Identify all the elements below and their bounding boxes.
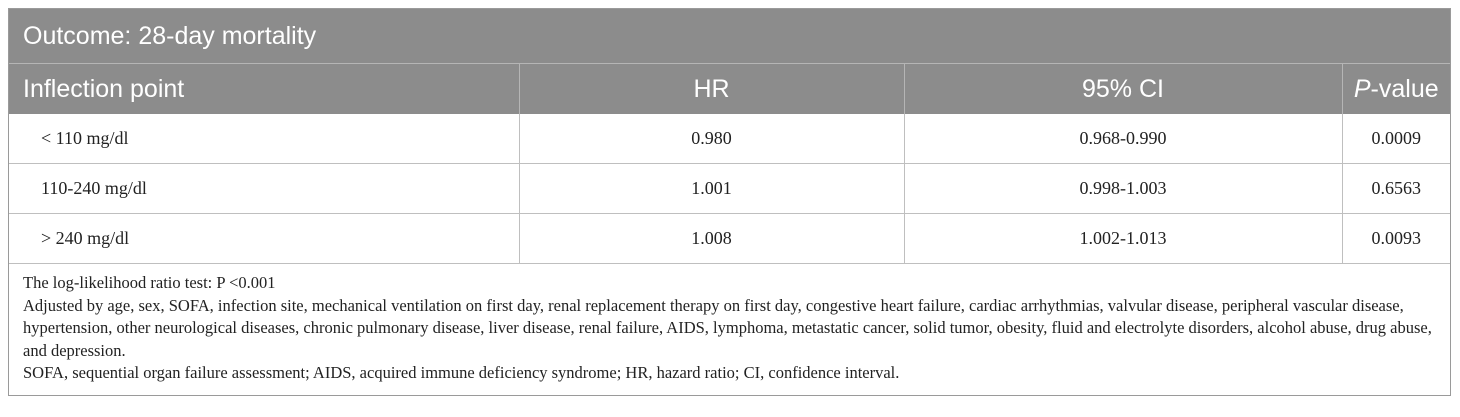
header-p-italic: P xyxy=(1353,74,1371,103)
cell-p-value: 0.0093 xyxy=(1342,214,1450,264)
footnote-adjustment: Adjusted by age, sex, SOFA, infection site, mechanical ventilation on first day, renal replacement therapy on first day, congestive heart failure, cardiac arrhythmias, valvular disease, peripheral vascular disease, hypertension, other neurological diseases, chronic pulmonary disease, liver disease, renal failure, AIDS, lymphoma, metastatic cancer, solid tumor, obesity, fluid and electrolyte disorders, alcohol abuse, drug abuse, and depression. xyxy=(23,295,1432,360)
header-p-rest: -value xyxy=(1370,74,1439,103)
header-ci: 95% CI xyxy=(904,64,1342,114)
cell-inflection: 110-240 mg/dl xyxy=(9,164,519,214)
cell-ci: 0.998-1.003 xyxy=(904,164,1342,214)
table-row xyxy=(9,164,1450,214)
cell-hr: 0.980 xyxy=(519,114,904,164)
cell-inflection: > 240 mg/dl xyxy=(9,214,519,264)
cell-p-value: 0.0009 xyxy=(1342,114,1450,164)
table-row xyxy=(9,114,1450,164)
header-hr: HR xyxy=(519,64,904,114)
outcome-label: Outcome: 28-day mortality xyxy=(23,21,317,50)
header-inflection-point: Inflection point xyxy=(9,64,519,114)
results-table xyxy=(8,8,1451,396)
cell-ci: 1.002-1.013 xyxy=(904,214,1342,264)
footnote-abbreviations: SOFA, sequential organ failure assessment; AIDS, acquired immune deficiency syndrome; HR, hazard ratio; CI, confidence interval. xyxy=(23,363,900,382)
header-p-value xyxy=(1342,64,1450,114)
outcome-header xyxy=(9,9,1450,64)
cell-ci: 0.968-0.990 xyxy=(904,114,1342,164)
cell-inflection: < 110 mg/dl xyxy=(41,128,129,148)
hr-table xyxy=(9,64,1450,263)
cell-hr: 1.001 xyxy=(519,164,904,214)
column-header-row xyxy=(9,64,1450,114)
table-footnotes xyxy=(9,263,1450,395)
table-row xyxy=(9,214,1450,264)
cell-hr: 1.008 xyxy=(519,214,904,264)
footnote-likelihood-test: The log-likelihood ratio test: P <0.001 xyxy=(23,273,276,292)
cell-p-value: 0.6563 xyxy=(1342,164,1450,214)
